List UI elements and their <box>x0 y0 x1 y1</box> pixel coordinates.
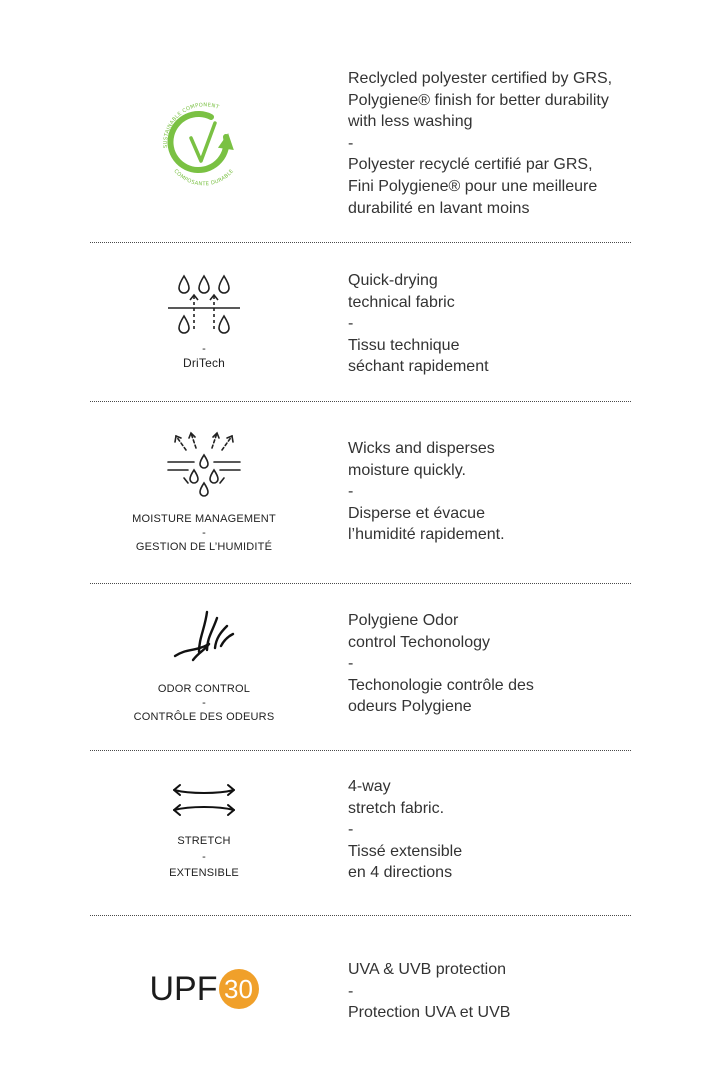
desc-line: Polygiene Odor <box>348 612 459 629</box>
desc-line: durabilité en lavant moins <box>348 199 530 217</box>
feature-caption: ODOR CONTROL <box>157 683 251 695</box>
caption-dash: - <box>202 851 206 863</box>
stretch-arrows-icon <box>166 780 242 820</box>
feature-row-stretch <box>90 776 631 896</box>
upf-value-circle: 30 <box>219 969 259 1009</box>
desc-line: - <box>348 315 354 333</box>
desc-line: Polygiene® finish for better durability <box>348 91 609 109</box>
divider <box>90 401 631 402</box>
desc-line: Tissé extensible <box>348 842 463 860</box>
desc-line: stretch fabric. <box>348 799 445 817</box>
desc-line: UVA & UVB protection <box>348 961 506 978</box>
feature-description <box>348 959 638 1024</box>
feature-caption-fr: CONTRÔLE DES ODEURS <box>133 711 275 723</box>
caption-dash: - <box>202 697 206 709</box>
desc-line: 4-way <box>348 778 391 795</box>
desc-line: technical fabric <box>348 293 455 311</box>
feature-description <box>348 270 638 378</box>
feature-icon-area <box>90 780 318 880</box>
badge-ring-top-text: SUSTAINABLE COMPONENT <box>162 102 220 149</box>
water-drops-icon <box>164 270 244 342</box>
caption-dash: - <box>202 527 206 539</box>
feature-description <box>348 776 638 884</box>
desc-line: séchant rapidement <box>348 358 489 376</box>
desc-line: Techonologie contrôle des <box>348 676 534 694</box>
feature-caption-fr: GESTION DE L’HUMIDITÉ <box>135 541 273 553</box>
feature-caption: DriTech <box>182 356 226 370</box>
feature-row-odor <box>90 608 631 738</box>
feature-icon-area <box>90 969 318 1009</box>
desc-line: Quick-drying <box>348 272 438 289</box>
desc-line: control Techonology <box>348 633 491 651</box>
desc-line: odeurs Polygiene <box>348 698 472 716</box>
moisture-wicking-icon <box>164 428 244 504</box>
feature-icon-area <box>90 428 318 554</box>
desc-line: Reclycled polyester certified by GRS, <box>348 70 613 87</box>
feature-caption-fr: EXTENSIBLE <box>169 867 239 879</box>
desc-line: Protection UVA et UVB <box>348 1004 511 1022</box>
feature-icon-area <box>90 93 318 193</box>
desc-line: moisture quickly. <box>348 461 466 479</box>
recycle-check-icon <box>149 93 259 193</box>
feature-row-moisture <box>90 428 631 568</box>
desc-line: Tissu technique <box>348 336 460 354</box>
divider <box>90 915 631 916</box>
desc-line: Fini Polygiene® pour une meilleure <box>348 177 598 195</box>
upf-label: UPF <box>149 969 218 1008</box>
desc-line: - <box>348 655 354 673</box>
desc-line: - <box>348 483 354 501</box>
badge-ring-bottom-text: COMPOSANTE DURABLE <box>172 168 236 188</box>
feature-row-dritech <box>90 268 631 388</box>
divider <box>90 583 631 584</box>
desc-line: l’humidité rapidement. <box>348 526 505 544</box>
desc-line: Disperse et évacue <box>348 504 485 522</box>
desc-line: Polyester recyclé certifié par GRS, <box>348 156 593 174</box>
upf-badge-icon <box>150 969 259 1009</box>
feature-row-sustainable <box>90 68 631 228</box>
desc-line: - <box>348 821 354 839</box>
feature-description <box>348 610 638 718</box>
caption-dash: - <box>202 343 206 355</box>
feature-icon-area <box>90 608 318 724</box>
desc-line: en 4 directions <box>348 864 453 882</box>
feature-row-upf <box>90 957 631 1037</box>
divider <box>90 750 631 751</box>
desc-line: - <box>348 982 354 1000</box>
feature-caption: STRETCH <box>177 835 231 847</box>
desc-line: with less washing <box>348 113 473 131</box>
desc-line: Wicks and disperses <box>348 440 495 457</box>
feature-description <box>348 438 638 546</box>
feature-caption: MOISTURE MANAGEMENT <box>132 513 276 525</box>
feature-icon-area <box>90 270 318 370</box>
odor-control-icon <box>169 608 239 668</box>
feature-description <box>348 68 638 219</box>
divider <box>90 242 631 243</box>
desc-line: - <box>348 134 354 152</box>
